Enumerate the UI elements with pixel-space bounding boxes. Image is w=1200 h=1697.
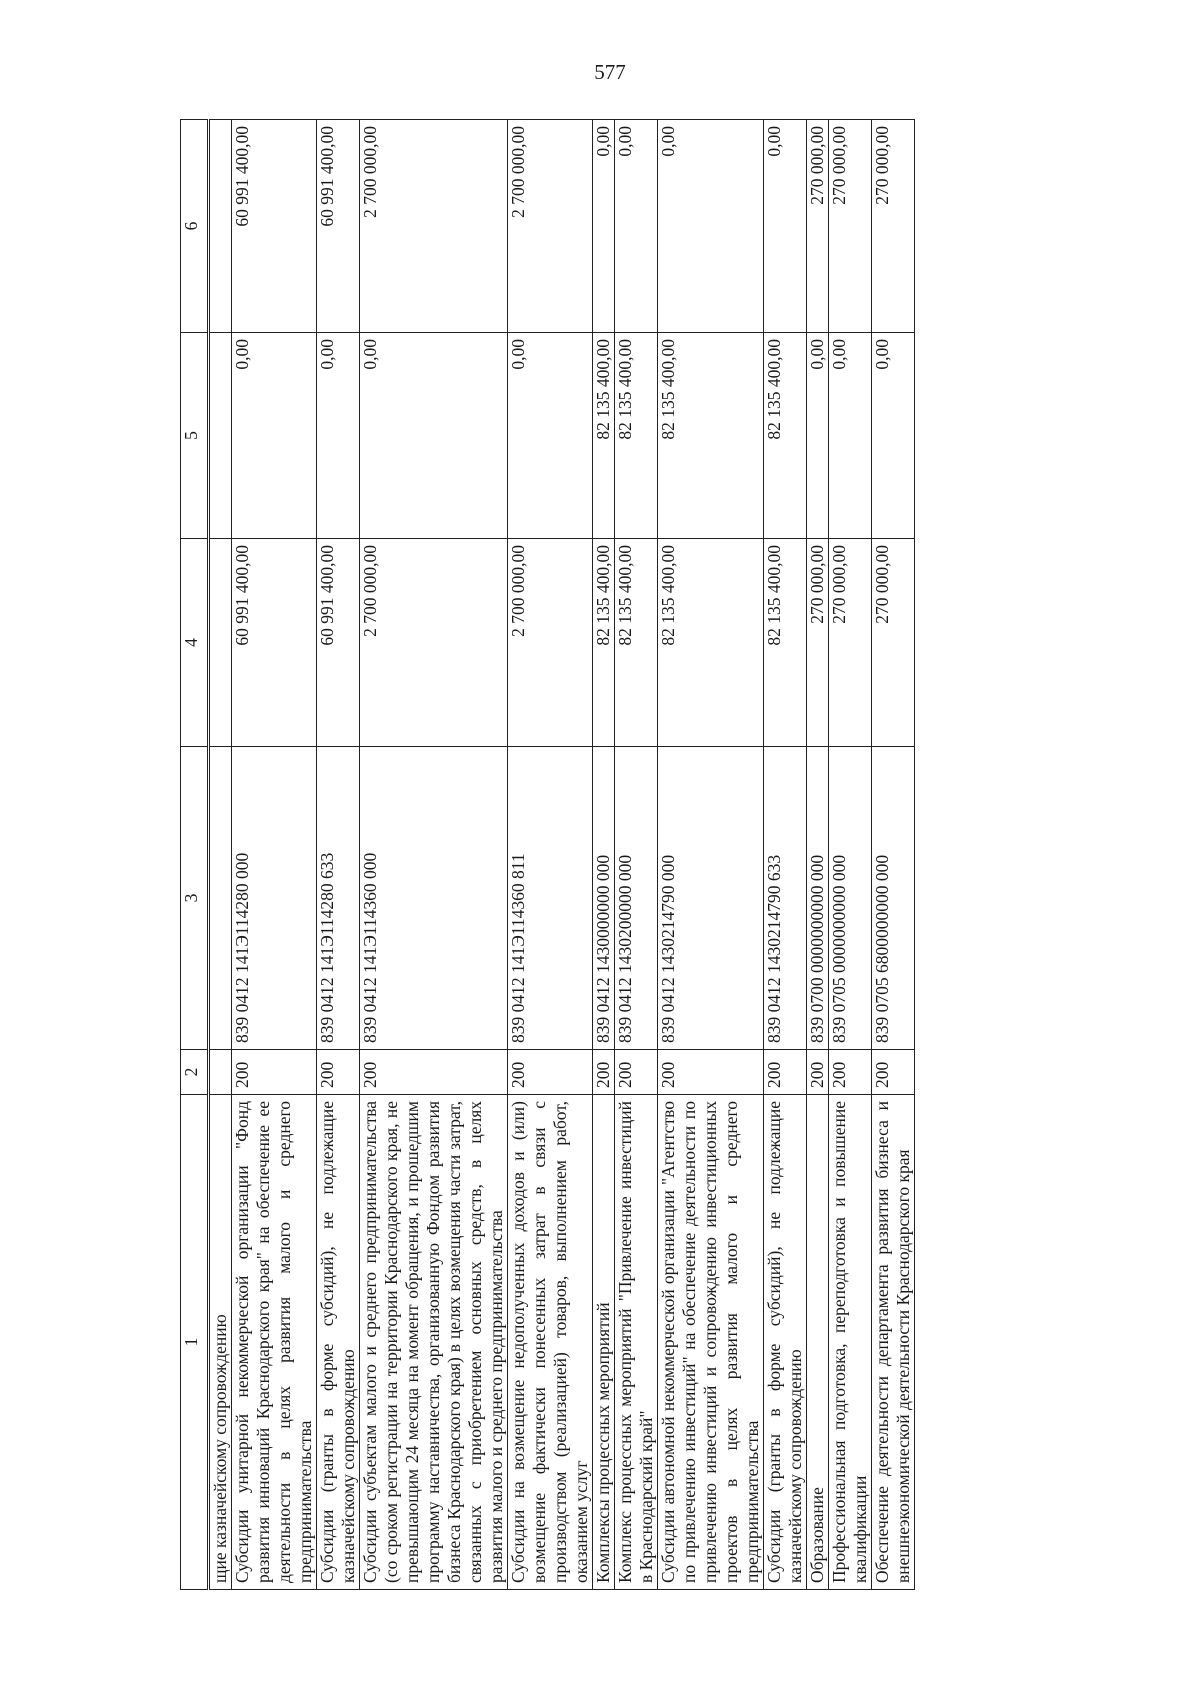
amount-cell: 270 000,00 (872, 539, 915, 747)
amount-cell: 270 000,00 (829, 120, 872, 333)
description-cell: щие казначейскому сопровождению (209, 1095, 232, 1590)
amount-cell (209, 120, 232, 333)
amount-cell: 60 991 400,00 (232, 539, 317, 747)
amount-cell: 82 135 400,00 (615, 539, 658, 747)
classification-cell: 839 0412 1430214790 633 (764, 747, 807, 1050)
classification-cell: 839 0412 141Э114280 000 (232, 747, 317, 1050)
amount-cell: 82 135 400,00 (615, 333, 658, 539)
classification-cell: 839 0700 0000000000 000 (807, 747, 829, 1050)
description-cell: Субсидии на возмещение недополученных доходов и (или) возмещение фактически понесенных затрат в связи с производством (реализацией) товаров, выполнением работ, оказанием услуг (508, 1095, 593, 1590)
amount-cell: 2 700 000,00 (360, 539, 508, 747)
amount-cell: 0,00 (658, 120, 764, 333)
rotated-table-container (180, 120, 1100, 1590)
code-cell: 200 (360, 1050, 508, 1095)
code-cell: 200 (658, 1050, 764, 1095)
amount-cell: 82 135 400,00 (658, 539, 764, 747)
page-number: 577 (594, 60, 626, 84)
amount-cell: 270 000,00 (807, 120, 829, 333)
classification-cell: 839 0412 1430214790 000 (658, 747, 764, 1050)
code-cell: 200 (807, 1050, 829, 1095)
amount-cell: 82 135 400,00 (764, 333, 807, 539)
amount-cell: 0,00 (232, 333, 317, 539)
amount-cell: 0,00 (807, 333, 829, 539)
classification-cell: 839 0412 141Э114360 811 (508, 747, 593, 1050)
amount-cell: 2 700 000,00 (508, 120, 593, 333)
amount-cell: 270 000,00 (872, 120, 915, 333)
description-cell: Обеспечение деятельности департамента развития бизнеса и внешнеэкономической деятельности Краснодарского края (872, 1095, 915, 1590)
amount-cell: 270 000,00 (807, 539, 829, 747)
amount-cell: 60 991 400,00 (317, 120, 360, 333)
amount-cell: 0,00 (317, 333, 360, 539)
description-cell: Субсидии унитарной некоммерческой организации "Фонд развития инноваций Краснодарского края" на обеспечение ее деятельности в целях развития малого и среднего предпринимательства (232, 1095, 317, 1590)
amount-cell: 0,00 (764, 120, 807, 333)
amount-cell: 2 700 000,00 (508, 539, 593, 747)
classification-cell: 839 0705 6800000000 000 (872, 747, 915, 1050)
description-cell: Комплекс процессных мероприятий "Привлечение инвестиций в Краснодарский край" (615, 1095, 658, 1590)
code-cell: 200 (829, 1050, 872, 1095)
amount-cell (209, 333, 232, 539)
code-cell (209, 1050, 232, 1095)
description-cell: Субсидии автономной некоммерческой организации "Агентство по привлечению инвестиций" на обеспечение деятельности по привлечению инвестиций и сопровождению инвестиционных проектов в целях развития малого и среднего предпринимательства (658, 1095, 764, 1590)
code-cell: 200 (764, 1050, 807, 1095)
code-cell: 200 (317, 1050, 360, 1095)
code-cell: 200 (593, 1050, 615, 1095)
table-header-row (181, 120, 209, 1590)
classification-cell: 839 0705 0000000000 000 (829, 747, 872, 1050)
table-row (593, 120, 615, 1590)
amount-cell: 0,00 (872, 333, 915, 539)
table-row (829, 120, 872, 1590)
classification-cell: 839 0412 1430200000 000 (615, 747, 658, 1050)
classification-cell: 839 0412 1430000000 000 (593, 747, 615, 1050)
header-cell: 5 (181, 333, 209, 539)
header-cell: 2 (181, 1050, 209, 1095)
code-cell: 200 (232, 1050, 317, 1095)
table-row (317, 120, 360, 1590)
description-cell: Субсидии субъектам малого и среднего предпринимательства (со сроком регистрации на территории Краснодарского края, не превышающим 24 месяца на момент обращения, и прошедшим программу наставничества, организованную Фондом развития бизнеса Краснодарского края) в целях возмещения части затрат, связанных с приобретением основных средств, в целях развития малого и среднего предпринимательства (360, 1095, 508, 1590)
table-row (807, 120, 829, 1590)
table-row (232, 120, 317, 1590)
table-row (209, 120, 232, 1590)
amount-cell: 0,00 (615, 120, 658, 333)
amount-cell: 82 135 400,00 (764, 539, 807, 747)
amount-cell: 60 991 400,00 (317, 539, 360, 747)
table-row (658, 120, 764, 1590)
amount-cell: 0,00 (508, 333, 593, 539)
amount-cell (209, 539, 232, 747)
table-row (872, 120, 915, 1590)
description-cell: Комплексы процессных мероприятий (593, 1095, 615, 1590)
table-row (764, 120, 807, 1590)
table-row (615, 120, 658, 1590)
table-row (508, 120, 593, 1590)
header-cell: 3 (181, 747, 209, 1050)
header-cell: 6 (181, 120, 209, 333)
description-cell: Субсидии (гранты в форме субсидий), не подлежащие казначейскому сопровождению (317, 1095, 360, 1590)
header-cell: 1 (181, 1095, 209, 1590)
classification-cell: 839 0412 141Э114360 000 (360, 747, 508, 1050)
code-cell: 200 (508, 1050, 593, 1095)
amount-cell: 82 135 400,00 (658, 333, 764, 539)
amount-cell: 0,00 (360, 333, 508, 539)
amount-cell: 0,00 (829, 333, 872, 539)
amount-cell: 270 000,00 (829, 539, 872, 747)
classification-cell (209, 747, 232, 1050)
code-cell: 200 (615, 1050, 658, 1095)
code-cell: 200 (872, 1050, 915, 1095)
table-row (360, 120, 508, 1590)
amount-cell: 0,00 (593, 120, 615, 333)
classification-cell: 839 0412 141Э114280 633 (317, 747, 360, 1050)
amount-cell: 82 135 400,00 (593, 333, 615, 539)
header-cell: 4 (181, 539, 209, 747)
description-cell: Субсидии (гранты в форме субсидий), не подлежащие казначейскому сопровождению (764, 1095, 807, 1590)
amount-cell: 60 991 400,00 (232, 120, 317, 333)
amount-cell: 2 700 000,00 (360, 120, 508, 333)
description-cell: Образование (807, 1095, 829, 1590)
description-cell: Профессиональная подготовка, переподготовка и повышение квалификации (829, 1095, 872, 1590)
amount-cell: 82 135 400,00 (593, 539, 615, 747)
budget-table (180, 119, 915, 1590)
